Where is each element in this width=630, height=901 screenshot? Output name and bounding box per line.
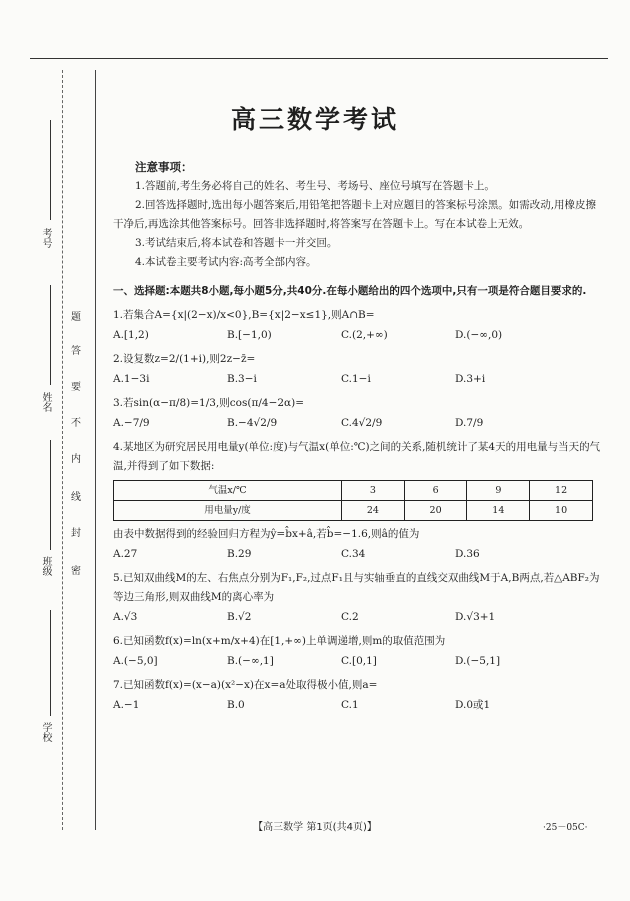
xingming-label: 姓名 [40, 392, 51, 412]
question-stem: 5.已知双曲线M的左、右焦点分别为F₁,F₂,过点F₁且与实轴垂直的直线交双曲线M于A,B两点,若△ABF₂为等边三角形,则双曲线M的离心率为 [113, 572, 600, 603]
question-stem: 4.某地区为研究居民用电量y(单位:度)与气温x(单位:℃)之间的关系,随机统计了某4天的用电量与当天的气温,并得到了如下数据: [113, 441, 601, 472]
option: C.[0,1] [341, 655, 377, 667]
option: D.√3+1 [455, 611, 496, 623]
binding-solid-line [95, 70, 97, 830]
question-stem: 2.设复数z=2/(1+i),则2z−z̄= [113, 353, 256, 365]
seal-char: 要 [71, 382, 81, 393]
question-stem: 3.若sin(α−π/8)=1/3,则cos(π/4−2α)= [113, 397, 305, 409]
option: C.1 [341, 699, 359, 711]
question-4 [113, 438, 603, 564]
table-cell: 12 [530, 481, 593, 501]
question-1 [113, 306, 603, 345]
kaohao-label: 考号 [40, 228, 51, 248]
option: D.0或1 [455, 699, 491, 711]
option: B.−4√2/9 [227, 417, 278, 429]
table-cell: 10 [530, 501, 593, 521]
question-6 [113, 632, 603, 671]
question-stem: 7.已知函数f(x)=(x−a)(x²−x)在x=a处取得极小值,则a= [113, 679, 378, 691]
question-followup: 由表中数据得到的经验回归方程为ŷ=b̂x+â,若b̂=−1.6,则â的值为 [113, 528, 420, 540]
table-header-cell: 用电量y/度 [114, 501, 342, 521]
notice-item: 4.本试卷主要考试内容:高考全部内容。 [135, 256, 317, 268]
option: A.−7/9 [113, 417, 150, 429]
notice-item: 1.答题前,考生务必将自己的姓名、考生号、考场号、座位号填写在答题卡上。 [135, 180, 495, 192]
option: D.3+i [455, 373, 486, 385]
exam-code: ·25－05C· [543, 823, 588, 833]
option: C.2 [341, 611, 359, 623]
table-row [114, 481, 593, 501]
option: A.−1 [113, 699, 140, 711]
top-rule [30, 58, 608, 59]
xuexiao-line [50, 610, 51, 716]
option: D.7/9 [455, 417, 484, 429]
banji-label: 班级 [40, 556, 51, 576]
notice-item: 2.回答选择题时,选出每小题答案后,用铅笔把答题卡上对应题目的答案标号涂黑。如需改动,用橡皮擦干净后,再选涂其他答案标号。回答非选择题时,将答案写在答题卡上。写在本试卷上无效。 [113, 199, 597, 230]
seal-char: 封 [71, 528, 81, 539]
table-cell: 6 [404, 481, 467, 501]
table-row [114, 501, 593, 521]
option: B.29 [227, 548, 252, 560]
table-cell: 24 [342, 501, 405, 521]
section-heading: 一、选择题:本题共8小题,每小题5分,共40分.在每小题给出的四个选项中,只有一项是符合题目要求的. [113, 285, 587, 297]
option: B.(−∞,1] [227, 655, 274, 667]
option: C.34 [341, 548, 366, 560]
option: C.4√2/9 [341, 417, 383, 429]
question-2 [113, 350, 603, 389]
option: B.3−i [227, 373, 257, 385]
option: D.36 [455, 548, 480, 560]
banji-line [50, 440, 51, 550]
option: B.√2 [227, 611, 252, 623]
question-stem: 6.已知函数f(x)=ln(x+m/x+4)在[1,+∞)上单调递增,则m的取值范围为 [113, 635, 446, 647]
table-cell: 14 [467, 501, 530, 521]
table-cell: 9 [467, 481, 530, 501]
notice-heading: 注意事项： [135, 160, 193, 174]
question-5 [113, 569, 603, 627]
option: A.1−3i [113, 373, 150, 385]
table-header-cell: 气温x/℃ [114, 481, 342, 501]
seal-char: 不 [71, 418, 81, 429]
notice-item: 3.考试结束后,将本试卷和答题卡一并交回。 [135, 237, 338, 249]
option: C.(2,+∞) [341, 329, 388, 341]
question-3 [113, 394, 603, 433]
option: B.0 [227, 699, 245, 711]
binding-dashed-line [62, 70, 64, 830]
page-title: 高三数学考试 [230, 105, 399, 134]
table-cell: 20 [404, 501, 467, 521]
option: A.[1,2) [113, 329, 149, 341]
option: C.1−i [341, 373, 371, 385]
seal-char: 线 [71, 492, 81, 503]
xingming-line [50, 285, 51, 385]
option: D.(−∞,0) [455, 329, 503, 341]
option: D.(−5,1] [455, 655, 501, 667]
page-footer: 【高三数学 第1页(共4页)】 [253, 822, 377, 833]
seal-char: 答 [71, 346, 81, 357]
option: A.27 [113, 548, 138, 560]
option: A.√3 [113, 611, 138, 623]
data-table [113, 480, 593, 521]
option: A.(−5,0] [113, 655, 158, 667]
seal-char: 内 [71, 454, 81, 465]
exam-content [113, 158, 603, 715]
seal-char: 密 [71, 566, 81, 577]
option: B.[−1,0) [227, 329, 272, 341]
xuexiao-label: 学校 [40, 722, 51, 742]
question-7 [113, 676, 603, 715]
table-cell: 3 [342, 481, 405, 501]
seal-char: 题 [71, 312, 81, 323]
question-stem: 1.若集合A={x|(2−x)/x<0},B={x|2−x≤1},则A∩B= [113, 309, 375, 321]
